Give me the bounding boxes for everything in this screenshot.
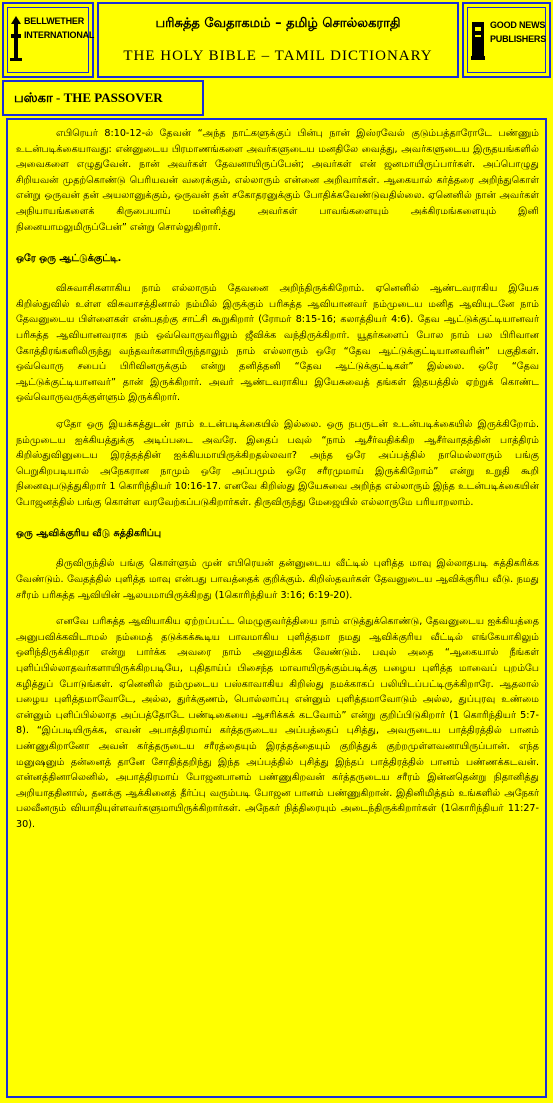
publisher-name-right: GOOD NEWS PUBLISHERS (490, 20, 547, 44)
book-emblem-icon (470, 18, 486, 62)
article-body (6, 118, 547, 1098)
subheading: ஒரே ஒரு ஆட்டுக்குட்டி. (16, 253, 122, 265)
section-header (2, 80, 204, 116)
paragraph: ஏதோ ஒரு இயக்கத்துடன் நாம் உடன்படிக்கையில் இல்லை. ஒரு நபருடன் உடன்படிக்கையில் இருக்கிறோம். நம்முடைய ஐக்கியத்துக்கு அடிப்படை அவரே. இதைப் பவுல் “நாம் ஆசீர்வதிக்கிற ஆசீர்வாதத்தின் பாத்திரம் கிறிஸ்துவினுடைய இரத்தத்தின் ஐக்கியமாயிருக்கிறதல்லவா? அந்த ஒரே அப்பத்தில் நாமெல்லாரும் பங்கு பெறுகிறபடியால் அநேகரான நாமும் ஒரே அப்பமும் ஒரே சரீரமுமாய் இருக்கிறோம்” என்று உறுதி கூறி நினைவுபடுத்துகிறார் 1 கொரிந்தியர் 10:16-17. எனவே கிறிஸ்து இயேசுவை அறிந்த எல்லாரும் இந்த உடன்படிக்கையின் போஜனத்தில் பங்கு கொள்ள வரவேற்கப்படுகிறார்கள். திருவிருந்து மேஜையில் எல்லாருமே பரியாறலாம். (16, 418, 539, 508)
paragraph: திருவிருந்தில் பங்கு கொள்ளும் முன் எபிரெயன் தன்னுடைய வீட்டில் புளித்த மாவு இல்லாதபடி சுத்திகரிக்க வேண்டும். வேதத்தில் புளித்த மாவு என்பது பாவத்தைக் குறிக்கும். கிறிஸ்தவர்கள் தேவனுடைய ஆவிக்குரிய வீடு. நமது சரீரம் பரிசுத்த ஆவியின் ஆலயமாயிருக்கிறது (1கொரிந்தியர் 3:16; 6:19-20). (16, 558, 539, 601)
book-emblem-icon (9, 14, 23, 62)
paragraph: விசுவாசிகளாகிய நாம் எல்லாரும் தேவனை அறிந்திருக்கிறோம். ஏனெனில் ஆண்டவராகிய இயேசு கிறிஸ்துவில் உள்ள விசுவாசத்தினால் நம்மில் இருக்கும் பரிசுத்த ஆவியானவர் நம்முடைய மனித ஆவியுடனே நாம் தேவனுடைய பிள்ளைகள் என்பதற்கு சாட்சி கூறுகிறார் (ரோமர் 8:15-16; கலாத்தியர் 4:6). தேவ ஆட்டுக்குட்டியானவர் பரிசுத்த ஆவியானவராக நம் ஒவ்வொருவரிலும் ஜீவிக்க வந்திருக்கிறார். யூதர்களைப் போல நாம் பல பிரிவான கோத்திரங்களிலிருந்து வந்தவர்களாயிருந்தாலும் நாம் எல்லாரும் ஒரே “தேவ ஆட்டுக்குட்டியானவரின்” பகுதிகள். ஒவ்வொரு சபைப் பிரிவினருக்கும் என்று தனித்தனி “தேவ ஆட்டுக்குட்டிகள்” இல்லை. ஒரே “தேவ ஆட்டுக்குட்டியானவர்” தான் இருக்கிறார். அவர் ஆண்டவராகிய இயேசுவைத் தங்கள் இதயத்தில் ஏற்றுக் கொண்ட ஒவ்வொருவருக்குள்ளும் இருக்கிறார். (16, 283, 539, 404)
section-title: பஸ்கா - THE PASSOVER (14, 90, 163, 105)
title-banner (97, 2, 459, 78)
paragraph: எனவே பரிசுத்த ஆவியாகிய ஏற்றப்பட்ட மெழுகுவர்த்தியை நாம் எடுத்துக்கொண்டு, தேவனுடைய ஐக்கியத்தை அனுபவிக்கவிடாமல் நம்மைத் தடுக்கக்கூடிய பாவமாகிய புளித்தமா நமது ஆவிக்குரிய வீட்டில் எங்கேயாகிலும் ஒளிந்திருக்கிறதா என்று பார்க்க அவரை நாம் அனுமதிக்க வேண்டும். பவுல் அதை “ஆகையால் நீங்கள் புளிப்பில்லாதவர்களாயிருக்கிறபடியே, புதிதாய்ப் பிசைந்த மாவாயிருக்கும்படிக்கு பழைய புளித்த மாவைப் புறம்பே கழித்துப் போடுங்கள். ஏனெனில் நம்முடைய பஸ்காவாகிய கிறிஸ்து நமக்காகப் பலியிடப்பட்டிருக்கிறாரே. ஆதலால் பழைய புளித்தமாவோடே, அல்ல, துர்க்குணம், பொல்லாப்பு என்னும் புளித்தமாவோடும் அல்ல, துப்புரவு உண்மை என்னும் புளிப்பில்லாத அப்பத்தோடே பண்டிகையை ஆசரிக்கக் கடவோம்” என்று குறிப்பிடுகிறார் (1 கொரிந்தியர் 5:7-8). “இப்படியிருக்க, எவன் அபாத்திரமாய் கர்த்தருடைய அப்பத்தைப் புசித்து, அவருடைய பாத்திரத்தில் பானம் பண்ணுகிறானோ அவன் கர்த்தருடைய சரீரத்தையும் இரத்தத்தையும் குறித்துக் குற்றமுள்ளவனாயிருப்பான். எந்த மனுஷனும் தன்னைத் தானே சோதித்தறிந்து இந்த அப்பத்தில் புசித்து இந்தப் பாத்திரத்தில் பானம் பண்ணக்கடவன். என்னத்தினாலெனில், அபாத்திரமாய் போஜனபானம் பண்ணுகிறவன் கர்த்தருடைய சரீரம் இன்னதென்று நிதானித்து அறியாததினால், தனக்கு ஆக்கினைத் தீர்ப்பு வரும்படி போஜன பானம் பண்ணுகிறான். இதினிமித்தம் உங்களில் அநேகர் பலவீனரும் வியாதியுள்ளவர்களுமாயிருக்கிறார்கள். அநேகர் நித்திரையும் அடைந்திருக்கிறார்கள் (1கொரிந்தியர் 11:27-30). (16, 616, 539, 830)
subheading: ஒரு ஆவிக்குரிய வீடு சுத்திகரிப்பு (16, 528, 162, 540)
page-header (0, 0, 553, 80)
publisher-logo-right (462, 2, 551, 78)
publisher-logo-left (2, 2, 94, 78)
paragraph: எபிரெயர் 8:10-12-ல் தேவன் “அந்த நாட்களுக்குப் பின்பு நான் இஸ்ரவேல் குடும்பத்தாரோடே பண்ணும் உடன்படிக்கையாவது: என்னுடைய பிரமாணங்களை அவர்களுடைய மனதிலே வைத்து, அவர்களுடைய இருதயங்களில் அவைகளை எழுதுவேன். நான் அவர்கள் தேவனாயிருப்பேன்; அவர்கள் என் ஜனமாயிருப்பார்கள். அப்பொழுது சிறியவன் முதற்கொண்டு பெரியவன் வரைக்கும், எல்லாரும் என்னை அறிவார்கள். ஆகையால் கர்த்தரை அறிந்துகொள் என்று ஒருவன் தன் அயலானுக்கும், ஒருவன் தன் சகோதரனுக்கும் போதிக்கவேண்டுவதில்லை. ஏனெனில் நான் அவர்கள் அநியாயங்களைக் கிருபையாய் மன்னித்து அவர்கள் பாவங்களையும் அக்கிரமங்களையும் இனி நினையாமலுமிருப்பேன்” என்று சொல்லுகிறார். (16, 128, 539, 233)
title-tamil: பரிசுத்த வேதாகமம் – தமிழ் சொல்லகராதி (155, 16, 401, 31)
title-english: THE HOLY BIBLE – TAMIL DICTIONARY (123, 48, 433, 64)
publisher-name-left: BELLWETHER INTERNATIONAL (24, 16, 95, 40)
